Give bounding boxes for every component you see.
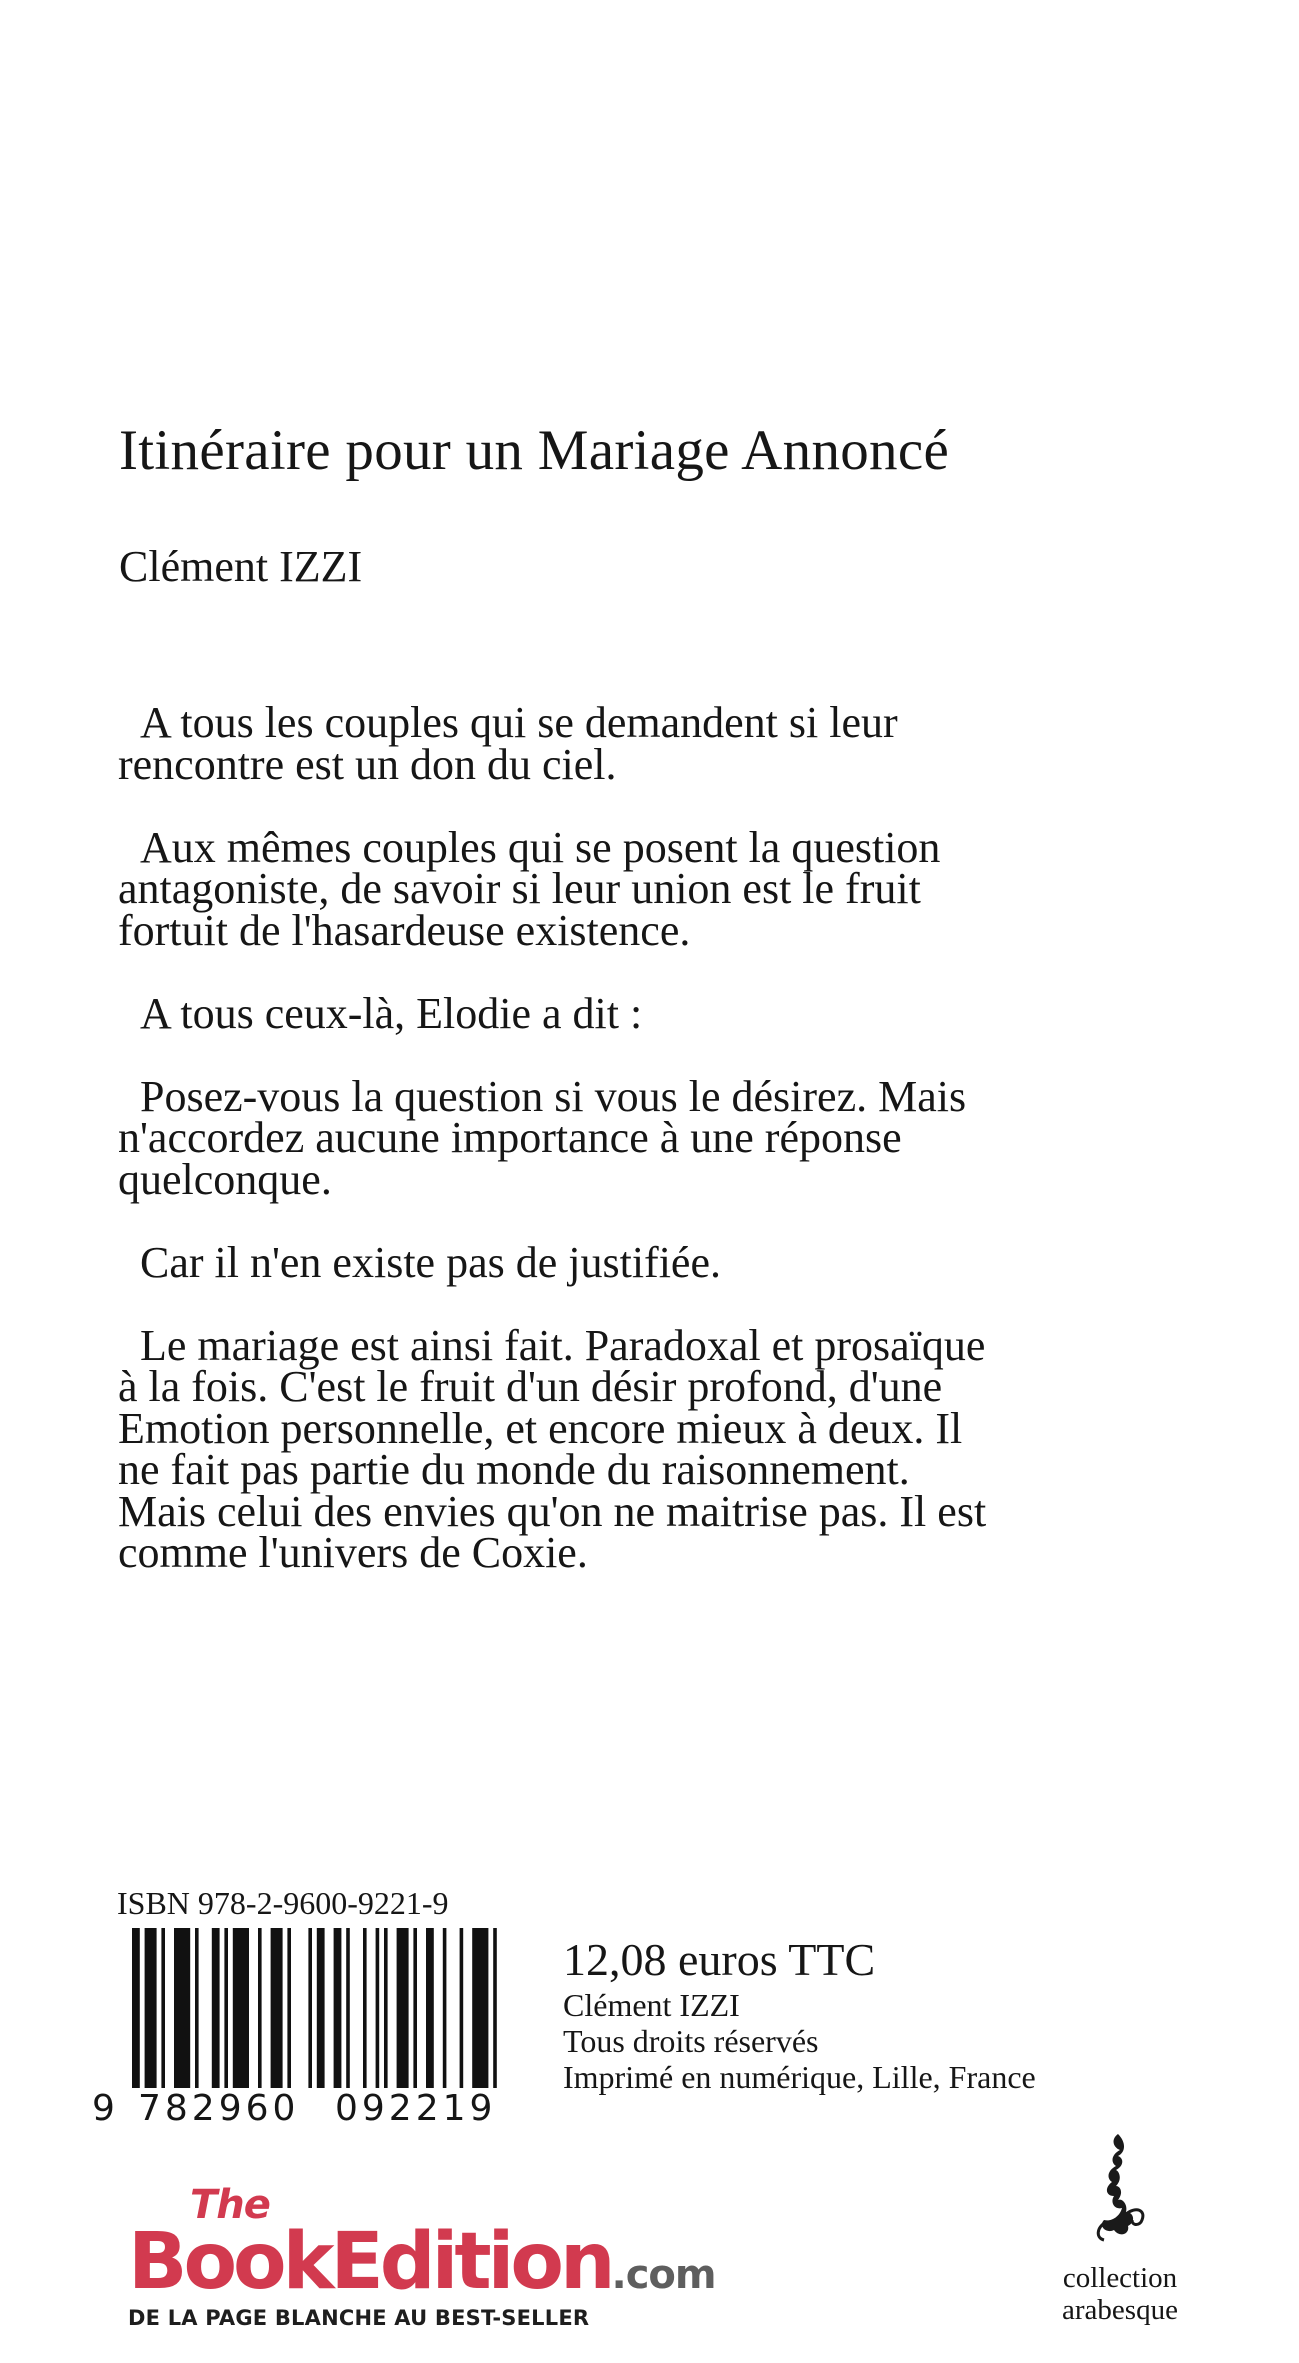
price: 12,08 euros TTC <box>563 1934 876 1985</box>
blurb <box>118 698 998 1615</box>
blurb-paragraph: A tous les couples qui se demandent si leur rencontre est un don du ciel. <box>118 698 898 789</box>
barcode-bar <box>308 1928 312 2088</box>
logo-tagline: DE LA PAGE BLANCHE AU BEST-SELLER <box>128 2306 590 2330</box>
imprint-block <box>563 1987 1036 2095</box>
barcode-bars <box>92 1928 500 2088</box>
barcode-bar <box>132 1928 140 2088</box>
barcode-bar <box>212 1928 220 2088</box>
blurb-paragraph: Car il n'en existe pas de justifiée. <box>140 1237 721 1287</box>
barcode-bar <box>460 1928 464 2088</box>
logo-brand-name: BookEdition <box>128 2217 612 2307</box>
barcode-bar <box>397 1928 409 2088</box>
book-title: Itinéraire pour un Mariage Annoncé <box>119 419 950 482</box>
barcode-bar <box>493 1928 497 2088</box>
blurb-paragraph: Aux mêmes couples qui se posent la question antagoniste, de savoir si leur union est le fruit fortuit de l'hasardeuse existence. <box>118 822 941 955</box>
arabesque-ornament-icon <box>1070 2130 1160 2250</box>
barcode-first-digit: 9 <box>92 2088 115 2129</box>
barcode-bar <box>271 1928 283 2088</box>
collection-line2: arabesque <box>1062 2294 1178 2326</box>
barcode-bar <box>161 1928 165 2088</box>
blurb-paragraph: A tous ceux-là, Elodie a dit : <box>140 988 643 1038</box>
barcode-bar <box>224 1928 228 2088</box>
publisher-logo <box>128 2182 728 2345</box>
barcode-bar <box>174 1928 190 2088</box>
isbn-barcode <box>92 1928 500 2138</box>
barcode-right-group: 092219 <box>335 2088 497 2129</box>
barcode-bar <box>233 1928 249 2088</box>
collection-label <box>1040 2262 1200 2326</box>
blurb-paragraph: Posez-vous la question si vous le désirez. Mais n'accordez aucune importance à une réponse quelconque. <box>118 1071 967 1204</box>
barcode-bar <box>426 1928 434 2088</box>
imprint-printed: Imprimé en numérique, Lille, France <box>563 2059 1036 2095</box>
imprint-rights: Tous droits réservés <box>563 2023 819 2059</box>
barcode-bar <box>258 1928 262 2088</box>
blurb-paragraph: Le mariage est ainsi fait. Paradoxal et prosaïque à la fois. C'est le fruit d'un désir profond, d'une Emotion personnelle, et encore mieux à deux. Il ne fait pas partie du monde du raisonnement. Mais celui des envies qu'on ne maitrise pas. Il est comme l'univers de Coxie. <box>118 1320 987 1577</box>
barcode-bar <box>195 1928 199 2088</box>
barcode-bar <box>384 1928 388 2088</box>
logo-domain: .com <box>611 2252 716 2298</box>
barcode-bar <box>145 1928 157 2088</box>
barcode-left-group: 782960 <box>138 2088 300 2129</box>
imprint-author: Clément IZZI <box>563 1987 740 2023</box>
logo-brand <box>128 2217 716 2310</box>
barcode-bar <box>413 1928 417 2088</box>
barcode-bar <box>376 1928 380 2088</box>
barcode-bar <box>334 1928 342 2088</box>
barcode-bar <box>472 1928 488 2088</box>
barcode-bar <box>317 1928 325 2088</box>
barcode-bar <box>443 1928 447 2088</box>
barcode-digits <box>92 2088 500 2138</box>
barcode-bar <box>346 1928 350 2088</box>
isbn-label: ISBN 978-2-9600-9221-9 <box>117 1885 449 1921</box>
collection-line1: collection <box>1062 2262 1178 2294</box>
barcode-bar <box>363 1928 367 2088</box>
logo-the: The <box>190 2182 270 2228</box>
book-author: Clément IZZI <box>119 542 363 591</box>
barcode-bar <box>287 1928 291 2088</box>
